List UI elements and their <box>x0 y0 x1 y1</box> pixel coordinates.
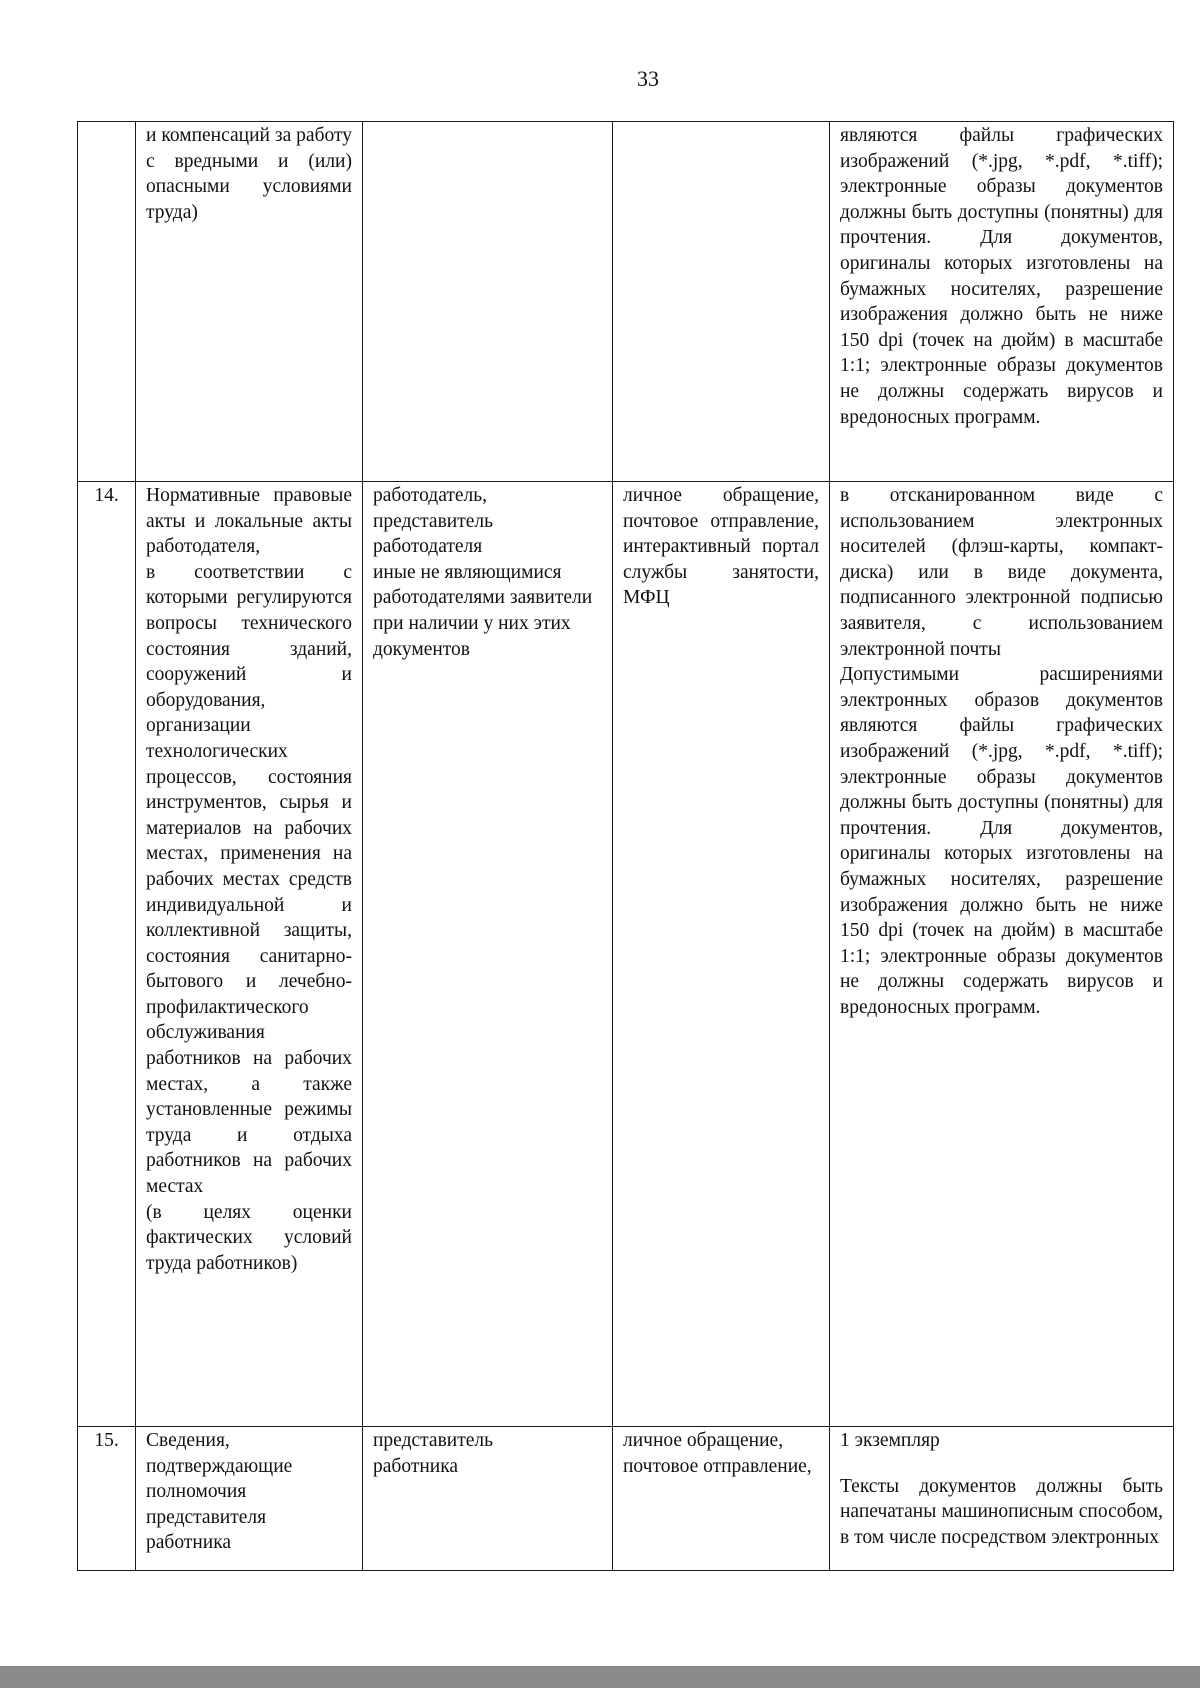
applicant-cell <box>363 122 613 482</box>
requirements-cell <box>830 122 1174 482</box>
scan-edge <box>0 1666 1200 1688</box>
row-number-cell <box>78 122 136 482</box>
requirements-copies: 1 экземпляр <box>840 1430 940 1451</box>
applicant-cell: представитель работника <box>363 1427 613 1571</box>
row-number-cell: 14. <box>78 482 136 1427</box>
submission-method-cell <box>613 122 830 482</box>
submission-method-cell: личное обращение, почтовое отправление, <box>613 1427 830 1571</box>
requirements-text: в отсканированном виде с использованием электронных носителей (флэш-карты, компакт-диска) или в виде документа, подписанного электронной подписью заявителя, с использованием электронной почты Допустимыми расширениями электронных образов документов являются файлы графических изображений (*.jpg, *.pdf, *.tiff); электронные образы документов должны быть доступны (понятны) для прочтения. Для документов, оригиналы которых изготовлены на бумажных носителях, разрешение изображения должно быть не ниже 150 dpi (точек на дюйм) в масштабе 1:1; электронные образы документов не должны содержать вирусов и вредоносных программ. <box>840 485 1163 1018</box>
page-number: 33 <box>637 66 659 91</box>
document-name-cell: Сведения, подтверждающие полномочия представителя работника <box>136 1427 363 1571</box>
document-name-cell: Нормативные правовые акты и локальные акты работодателя, в соответствии с которыми регулируются вопросы технического состояния зданий, сооружений и оборудования, организации технологических процессов, состояния инструментов, сырья и материалов на рабочих местах, применения на рабочих местах средств индивидуальной и коллективной защиты, состояния санитарно-бытового и лечебно-профилактического обслуживания работников на рабочих местах, а также установленные режимы труда и отдыха работников на рабочих местах (в целях оценки фактических условий труда работников) <box>136 482 363 1427</box>
requirements-text: являются файлы графических изображений (*.jpg, *.pdf, *.tiff); электронные образы документов должны быть доступны (понятны) для прочтения. Для документов, оригиналы которых изготовлены на бумажных носителях, разрешение изображения должно быть не ниже 150 dpi (точек на дюйм) в масштабе 1:1; электронные образы документов не должны содержать вирусов и вредоносных программ. <box>840 125 1163 428</box>
applicant-cell: работодатель, представитель работодателя иные не являющимися работодателями заявители при наличии у них этих документов <box>363 482 613 1427</box>
submission-method-cell: личное обращение, почтовое отправление, интерактивный портал службы занятости, МФЦ <box>613 482 830 1427</box>
table-row <box>78 1427 1174 1571</box>
document-table <box>77 121 1174 1571</box>
table-row <box>78 122 1174 482</box>
requirements-text: Тексты документов должны быть напечатаны машинописным способом, в том числе посредством электронных <box>840 1475 1163 1548</box>
table-row <box>78 482 1174 1427</box>
requirements-cell <box>830 1427 1174 1571</box>
row-number-cell: 15. <box>78 1427 136 1571</box>
document-name-cell: и компенсаций за работу с вредными и (или) опасными условиями труда) <box>136 122 363 482</box>
requirements-cell <box>830 482 1174 1427</box>
